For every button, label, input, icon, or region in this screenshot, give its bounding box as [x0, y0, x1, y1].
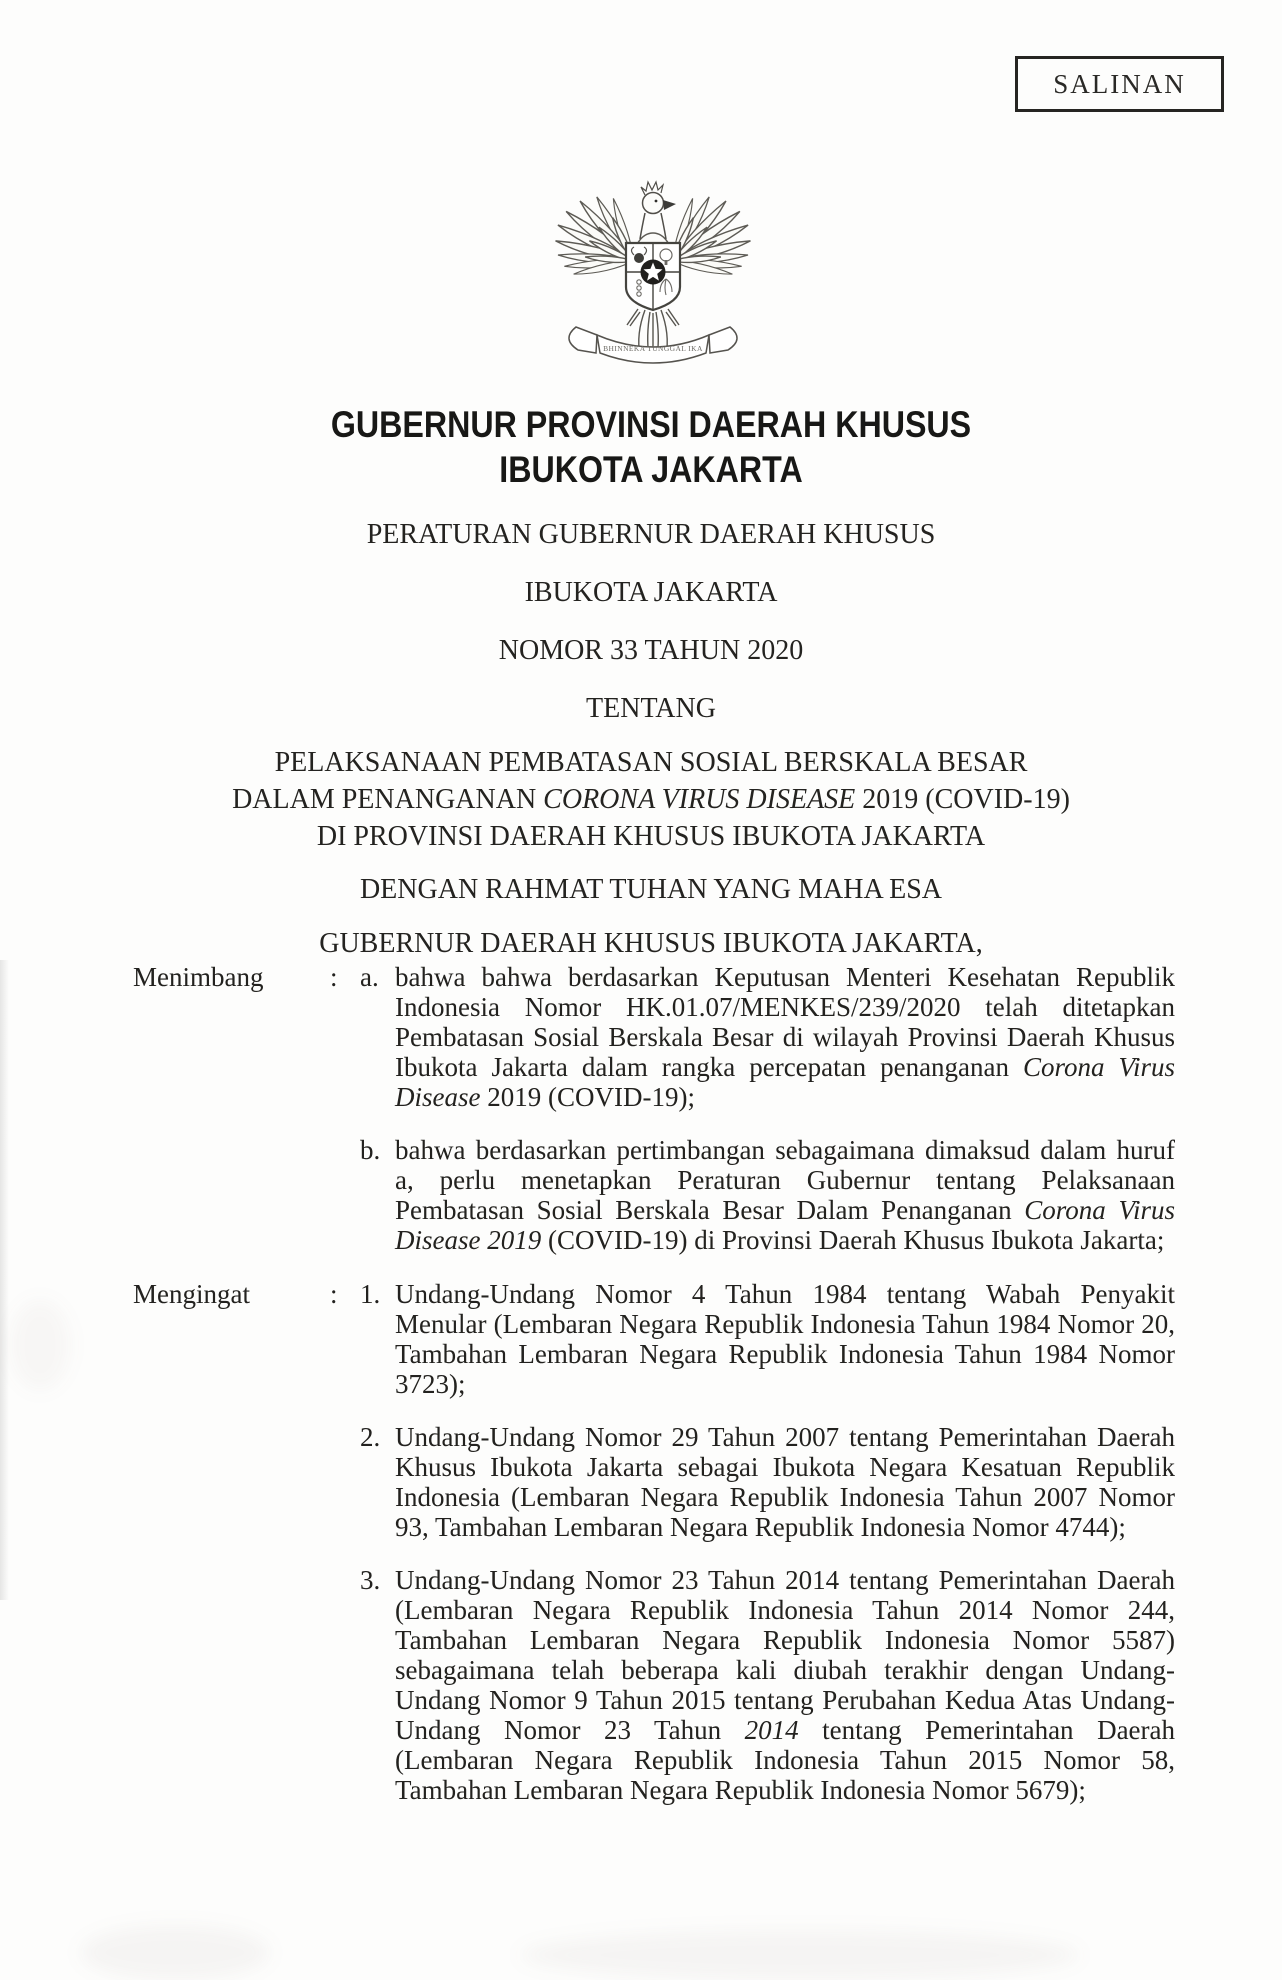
considerations-item-a — [133, 962, 1175, 1112]
regulation-title-line-1: PELAKSANAAN PEMBATASAN SOSIAL BERSKALA BESAR — [274, 747, 1028, 778]
considerations-item-b — [133, 1135, 1175, 1255]
legal-basis-colon: : — [330, 1279, 338, 1309]
item-text: Undang-Undang Nomor 29 Tahun 2007 tentang Pemerintahan Daerah Khusus Ibukota Jakarta sebagai Ibukota Negara Kesatuan Republik Indonesia (Lembaran Negara Republik Indonesia Tahun 2007 Nomor 93, Tambahan Lembaran Negara Republik Indonesia Nomor 4744); — [395, 1422, 1175, 1542]
regulation-number: NOMOR 33 TAHUN 2020 — [498, 635, 804, 666]
issuer-line: GUBERNUR DAERAH KHUSUS IBUKOTA JAKARTA, — [319, 928, 983, 959]
considerations-label: Menimbang — [133, 962, 264, 992]
regulation-title — [20, 744, 1282, 855]
scan-smudge — [10, 1300, 70, 1390]
regulation-title-line-2: DALAM PENANGANAN CORONA VIRUS DISEASE 2019 (COVID-19) — [232, 784, 1070, 815]
document-heading — [20, 402, 1282, 961]
issuing-authority-line-1: GUBERNUR PROVINSI DAERAH KHUSUS — [330, 404, 972, 445]
item-marker: a. — [360, 962, 379, 992]
scan-edge-shadow — [0, 960, 9, 1600]
item-text: bahwa berdasarkan pertimbangan sebagaimana dimaksud dalam huruf a, perlu menetapkan Peraturan Gubernur tentang Pelaksanaan Pembatasan Sosial Berskala Besar Dalam Penanganan Corona Virus Disease 2019 (COVID-19) di Provinsi Daerah Khusus Ibukota Jakarta; — [395, 1135, 1175, 1255]
preamble-body — [133, 962, 1175, 1805]
item-text: Undang-Undang Nomor 4 Tahun 1984 tentang Wabah Penyakit Menular (Lembaran Negara Republik Indonesia Tahun 1984 Nomor 20, Tambahan Lembaran Negara Republik Indonesia Tahun 1984 Nomor 3723); — [395, 1279, 1175, 1399]
legal-basis-item-1 — [133, 1279, 1175, 1399]
garuda-pancasila-icon — [545, 168, 760, 380]
item-marker: b. — [360, 1135, 381, 1165]
invocation-line: DENGAN RAHMAT TUHAN YANG MAHA ESA — [359, 874, 943, 905]
regulation-type-line-2: IBUKOTA JAKARTA — [524, 577, 778, 608]
issuing-authority-line-2: IBUKOTA JAKARTA — [499, 449, 803, 490]
item-marker: 1. — [360, 1279, 381, 1309]
regulation-type-line-1: PERATURAN GUBERNUR DAERAH KHUSUS — [366, 519, 936, 550]
item-marker: 3. — [360, 1565, 381, 1595]
salinan-stamp — [1015, 56, 1224, 112]
item-marker: 2. — [360, 1422, 381, 1452]
scan-smudge — [80, 1925, 270, 1980]
legal-basis-item-3 — [133, 1565, 1175, 1805]
legal-basis-item-2 — [133, 1422, 1175, 1542]
scan-smudge — [520, 1930, 1080, 1980]
garuda-pancasila-emblem — [545, 168, 760, 380]
salinan-stamp-label: SALINAN — [1053, 68, 1186, 99]
about-label: TENTANG — [586, 693, 716, 724]
item-text: bahwa bahwa berdasarkan Keputusan Menteri Kesehatan Republik Indonesia Nomor HK.01.07/MENKES/239/2020 telah ditetapkan Pembatasan Sosial Berskala Besar di wilayah Provinsi Daerah Khusus Ibukota Jakarta dalam rangka percepatan penanganan Corona Virus Disease 2019 (COVID-19); — [395, 962, 1175, 1112]
regulation-title-line-3: DI PROVINSI DAERAH KHUSUS IBUKOTA JAKARTA — [316, 821, 986, 852]
emblem-banner-text: BHINNEKA TUNGGAL IKA — [603, 344, 703, 353]
legal-basis-label: Mengingat — [133, 1279, 250, 1309]
item-text: Undang-Undang Nomor 23 Tahun 2014 tentang Pemerintahan Daerah (Lembaran Negara Republik Indonesia Tahun 2014 Nomor 244, Tambahan Lembaran Negara Republik Indonesia Nomor 5587) sebagaimana telah beberapa kali diubah terakhir dengan Undang-Undang Nomor 9 Tahun 2015 tentang Perubahan Kedua Atas Undang-Undang Nomor 23 Tahun 2014 tentang Pemerintahan Daerah (Lembaran Negara Republik Indonesia Tahun 2015 Nomor 58, Tambahan Lembaran Negara Republik Indonesia Nomor 5679); — [395, 1565, 1176, 1805]
considerations-colon: : — [330, 962, 338, 992]
